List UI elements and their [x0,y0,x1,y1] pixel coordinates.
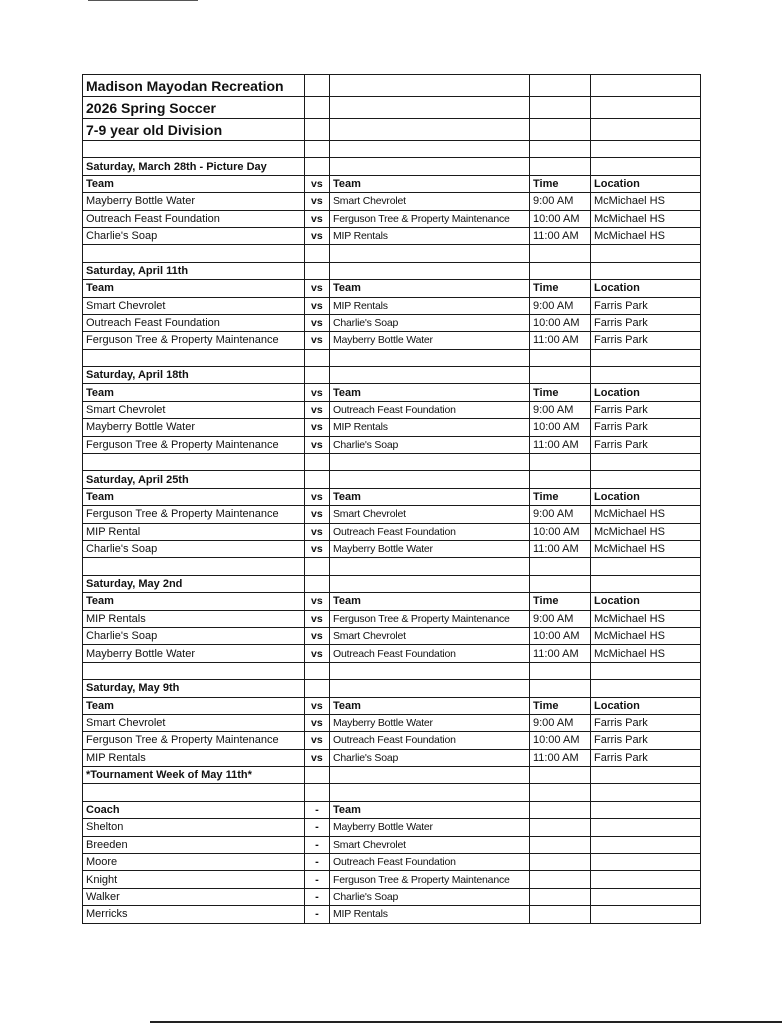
game-time: 10:00 AM [530,419,591,436]
empty [591,367,701,384]
coach-row [83,871,701,888]
col-location: Location [591,175,701,192]
empty [591,471,701,488]
home-team: Charlie's Soap [83,540,305,557]
vs-label: vs [305,297,330,314]
vs-label: vs [305,227,330,244]
coach-sep: - [305,906,330,923]
empty [530,871,591,888]
spacer-row-c2 [305,349,330,366]
spacer-row-c3 [330,454,530,471]
col-team: Team [83,593,305,610]
vs-label: vs [305,419,330,436]
spacer-row-c5 [591,558,701,575]
game-row [83,506,701,523]
game-time: 9:00 AM [530,506,591,523]
spacer-row-c4 [530,349,591,366]
title-row [83,97,701,119]
game-location: Farris Park [591,436,701,453]
spacer-row-c3 [330,245,530,262]
col-team2: Team [330,280,530,297]
coach-header: Coach [83,801,305,818]
spacer-row [83,662,701,679]
col-location: Location [591,697,701,714]
away-team: MIP Rentals [330,297,530,314]
game-time: 10:00 AM [530,523,591,540]
empty [330,262,530,279]
spacer-row-c4 [530,558,591,575]
coach-name: Merricks [83,906,305,923]
coach-row [83,906,701,923]
week-date: Saturday, April 18th [83,367,305,384]
game-row [83,401,701,418]
schedule-body [83,75,701,924]
empty [591,262,701,279]
coach-row [83,836,701,853]
col-vs: vs [305,488,330,505]
empty [305,471,330,488]
vs-label: vs [305,540,330,557]
game-row [83,419,701,436]
empty [591,767,701,784]
spacer-row-c4 [530,454,591,471]
away-team: Mayberry Bottle Water [330,540,530,557]
game-location: Farris Park [591,749,701,766]
empty [530,854,591,871]
vs-label: vs [305,714,330,731]
spacer-row-c1 [83,558,305,575]
tournament-row [83,767,701,784]
spacer-row-c3 [330,784,530,801]
spacer-row [83,245,701,262]
vs-label: vs [305,506,330,523]
home-team: Mayberry Bottle Water [83,193,305,210]
header-line2: 2026 Spring Soccer [83,97,305,119]
empty [330,471,530,488]
col-team2: Team [330,593,530,610]
game-location: Farris Park [591,314,701,331]
game-location: McMichael HS [591,645,701,662]
game-row [83,210,701,227]
col-location: Location [591,384,701,401]
col-team: Team [83,488,305,505]
game-row [83,297,701,314]
coach-row [83,819,701,836]
away-team: Outreach Feast Foundation [330,401,530,418]
game-location: Farris Park [591,332,701,349]
column-header-row [83,697,701,714]
week-date: Saturday, May 9th [83,680,305,697]
col-vs: vs [305,175,330,192]
column-header-row [83,175,701,192]
spacer-row-c1 [83,784,305,801]
spacer-row-c4 [530,662,591,679]
empty [530,75,591,97]
game-time: 11:00 AM [530,749,591,766]
empty [591,871,701,888]
spacer-row-c4 [530,245,591,262]
empty [591,680,701,697]
away-team: Outreach Feast Foundation [330,523,530,540]
spacer-row [83,784,701,801]
empty [330,575,530,592]
week-date: Saturday, April 25th [83,471,305,488]
empty [591,97,701,119]
game-location: McMichael HS [591,540,701,557]
empty [330,767,530,784]
col-team: Team [83,697,305,714]
away-team: MIP Rentals [330,227,530,244]
vs-label: vs [305,749,330,766]
col-team: Team [83,384,305,401]
away-team: Smart Chevrolet [330,506,530,523]
empty [305,262,330,279]
coach-name: Shelton [83,819,305,836]
empty [530,888,591,905]
vs-label: vs [305,436,330,453]
away-team: Ferguson Tree & Property Maintenance [330,610,530,627]
spacer-row-c2 [305,784,330,801]
home-team: Outreach Feast Foundation [83,210,305,227]
empty [591,575,701,592]
game-time: 9:00 AM [530,401,591,418]
empty [305,575,330,592]
week-header-row [83,680,701,697]
home-team: Smart Chevrolet [83,401,305,418]
header-line1: Madison Mayodan Recreation [83,75,305,97]
coach-team: Charlie's Soap [330,888,530,905]
spacer-row-c1 [83,454,305,471]
spacer-row-c1 [83,141,305,158]
away-team: Outreach Feast Foundation [330,732,530,749]
away-team: Charlie's Soap [330,314,530,331]
home-team: Ferguson Tree & Property Maintenance [83,732,305,749]
game-time: 9:00 AM [530,297,591,314]
game-time: 10:00 AM [530,627,591,644]
game-location: McMichael HS [591,193,701,210]
column-header-row [83,384,701,401]
empty [330,158,530,175]
game-location: McMichael HS [591,506,701,523]
spacer-row-c2 [305,454,330,471]
game-row [83,627,701,644]
col-team2: Team [330,697,530,714]
game-location: Farris Park [591,714,701,731]
game-location: Farris Park [591,419,701,436]
vs-label: vs [305,523,330,540]
col-location: Location [591,593,701,610]
empty [530,767,591,784]
game-time: 10:00 AM [530,732,591,749]
vs-label: vs [305,401,330,418]
col-team2: Team [330,384,530,401]
home-team: MIP Rentals [83,610,305,627]
spacer-row-c1 [83,662,305,679]
empty [591,801,701,818]
game-row [83,732,701,749]
coach-name: Moore [83,854,305,871]
game-time: 11:00 AM [530,227,591,244]
empty [530,575,591,592]
coach-sep: - [305,819,330,836]
game-row [83,332,701,349]
sep-header: - [305,801,330,818]
game-time: 10:00 AM [530,314,591,331]
col-team: Team [83,280,305,297]
empty [330,680,530,697]
coach-team: Smart Chevrolet [330,836,530,853]
coach-sep: - [305,854,330,871]
game-time: 11:00 AM [530,436,591,453]
column-header-row [83,593,701,610]
coach-name: Walker [83,888,305,905]
empty [305,119,330,141]
game-row [83,540,701,557]
title-row [83,119,701,141]
col-location: Location [591,488,701,505]
spacer-row [83,454,701,471]
vs-label: vs [305,627,330,644]
game-row [83,314,701,331]
spacer-row-c5 [591,245,701,262]
coach-sep: - [305,888,330,905]
empty [591,888,701,905]
away-team: Smart Chevrolet [330,193,530,210]
col-vs: vs [305,384,330,401]
empty [305,767,330,784]
vs-label: vs [305,645,330,662]
empty [530,819,591,836]
week-header-row [83,575,701,592]
coach-sep: - [305,836,330,853]
game-row [83,523,701,540]
empty [530,367,591,384]
away-team: Smart Chevrolet [330,627,530,644]
spacer-row [83,141,701,158]
game-location: Farris Park [591,401,701,418]
empty [591,158,701,175]
tournament-note: *Tournament Week of May 11th* [83,767,305,784]
week-date: Saturday, May 2nd [83,575,305,592]
empty [305,680,330,697]
empty [591,906,701,923]
spacer-row-c5 [591,141,701,158]
home-team: MIP Rental [83,523,305,540]
empty [530,801,591,818]
game-time: 9:00 AM [530,193,591,210]
empty [591,119,701,141]
game-row [83,193,701,210]
vs-label: vs [305,332,330,349]
col-time: Time [530,593,591,610]
home-team: MIP Rentals [83,749,305,766]
vs-label: vs [305,193,330,210]
empty [330,75,530,97]
game-location: McMichael HS [591,610,701,627]
game-row [83,227,701,244]
spacer-row-c3 [330,349,530,366]
empty [530,158,591,175]
empty [530,119,591,141]
away-team: MIP Rentals [330,419,530,436]
coach-header-row [83,801,701,818]
title-row [83,75,701,97]
week-date: Saturday, April 11th [83,262,305,279]
vs-label: vs [305,314,330,331]
scan-artifact-top [88,0,198,1]
col-team: Team [83,175,305,192]
game-row [83,610,701,627]
vs-label: vs [305,210,330,227]
away-team: Charlie's Soap [330,749,530,766]
spacer-row-c5 [591,349,701,366]
home-team: Mayberry Bottle Water [83,645,305,662]
week-header-row [83,367,701,384]
empty [305,367,330,384]
game-location: Farris Park [591,732,701,749]
home-team: Outreach Feast Foundation [83,314,305,331]
empty [530,906,591,923]
empty [530,471,591,488]
spacer-row [83,349,701,366]
game-row [83,714,701,731]
game-time: 9:00 AM [530,714,591,731]
spacer-row [83,558,701,575]
home-team: Smart Chevrolet [83,297,305,314]
away-team: Ferguson Tree & Property Maintenance [330,210,530,227]
col-time: Time [530,697,591,714]
spacer-row-c3 [330,662,530,679]
col-vs: vs [305,697,330,714]
spacer-row-c4 [530,784,591,801]
coach-team: MIP Rentals [330,906,530,923]
coach-row [83,888,701,905]
vs-label: vs [305,732,330,749]
spacer-row-c2 [305,662,330,679]
home-team: Charlie's Soap [83,627,305,644]
empty [591,854,701,871]
away-team: Mayberry Bottle Water [330,714,530,731]
coach-team: Ferguson Tree & Property Maintenance [330,871,530,888]
col-team2: Team [330,175,530,192]
empty [305,75,330,97]
coach-team: Outreach Feast Foundation [330,854,530,871]
game-time: 11:00 AM [530,332,591,349]
week-header-row [83,158,701,175]
empty [591,75,701,97]
spacer-row-c1 [83,349,305,366]
empty [530,836,591,853]
home-team: Ferguson Tree & Property Maintenance [83,332,305,349]
away-team: Outreach Feast Foundation [330,645,530,662]
spacer-row-c5 [591,784,701,801]
column-header-row [83,488,701,505]
spacer-row-c1 [83,245,305,262]
coach-name: Knight [83,871,305,888]
home-team: Charlie's Soap [83,227,305,244]
spacer-row-c3 [330,558,530,575]
home-team: Ferguson Tree & Property Maintenance [83,506,305,523]
scan-artifact-bottom [150,1021,782,1023]
empty [530,680,591,697]
spacer-row-c2 [305,141,330,158]
game-location: Farris Park [591,297,701,314]
col-time: Time [530,488,591,505]
game-row [83,749,701,766]
game-location: McMichael HS [591,627,701,644]
col-location: Location [591,280,701,297]
home-team: Mayberry Bottle Water [83,419,305,436]
col-time: Time [530,175,591,192]
empty [330,367,530,384]
week-header-row [83,471,701,488]
column-header-row [83,280,701,297]
vs-label: vs [305,610,330,627]
game-location: McMichael HS [591,523,701,540]
home-team: Ferguson Tree & Property Maintenance [83,436,305,453]
game-row [83,436,701,453]
coach-team: Mayberry Bottle Water [330,819,530,836]
col-team2: Team [330,488,530,505]
coach-team-header: Team [330,801,530,818]
header-line3: 7-9 year old Division [83,119,305,141]
spacer-row-c3 [330,141,530,158]
game-time: 11:00 AM [530,645,591,662]
empty [530,97,591,119]
game-location: McMichael HS [591,210,701,227]
col-time: Time [530,280,591,297]
empty [305,158,330,175]
away-team: Mayberry Bottle Water [330,332,530,349]
empty [330,97,530,119]
home-team: Smart Chevrolet [83,714,305,731]
coach-name: Breeden [83,836,305,853]
coach-row [83,854,701,871]
col-vs: vs [305,280,330,297]
game-time: 11:00 AM [530,540,591,557]
spacer-row-c5 [591,662,701,679]
empty [305,97,330,119]
week-header-row [83,262,701,279]
empty [591,836,701,853]
empty [530,262,591,279]
schedule-table [82,74,701,924]
game-time: 9:00 AM [530,610,591,627]
game-time: 10:00 AM [530,210,591,227]
col-vs: vs [305,593,330,610]
coach-sep: - [305,871,330,888]
away-team: Charlie's Soap [330,436,530,453]
game-row [83,645,701,662]
week-date: Saturday, March 28th - Picture Day [83,158,305,175]
spacer-row-c4 [530,141,591,158]
empty [330,119,530,141]
empty [591,819,701,836]
col-time: Time [530,384,591,401]
game-location: McMichael HS [591,227,701,244]
spacer-row-c2 [305,245,330,262]
spacer-row-c5 [591,454,701,471]
spacer-row-c2 [305,558,330,575]
